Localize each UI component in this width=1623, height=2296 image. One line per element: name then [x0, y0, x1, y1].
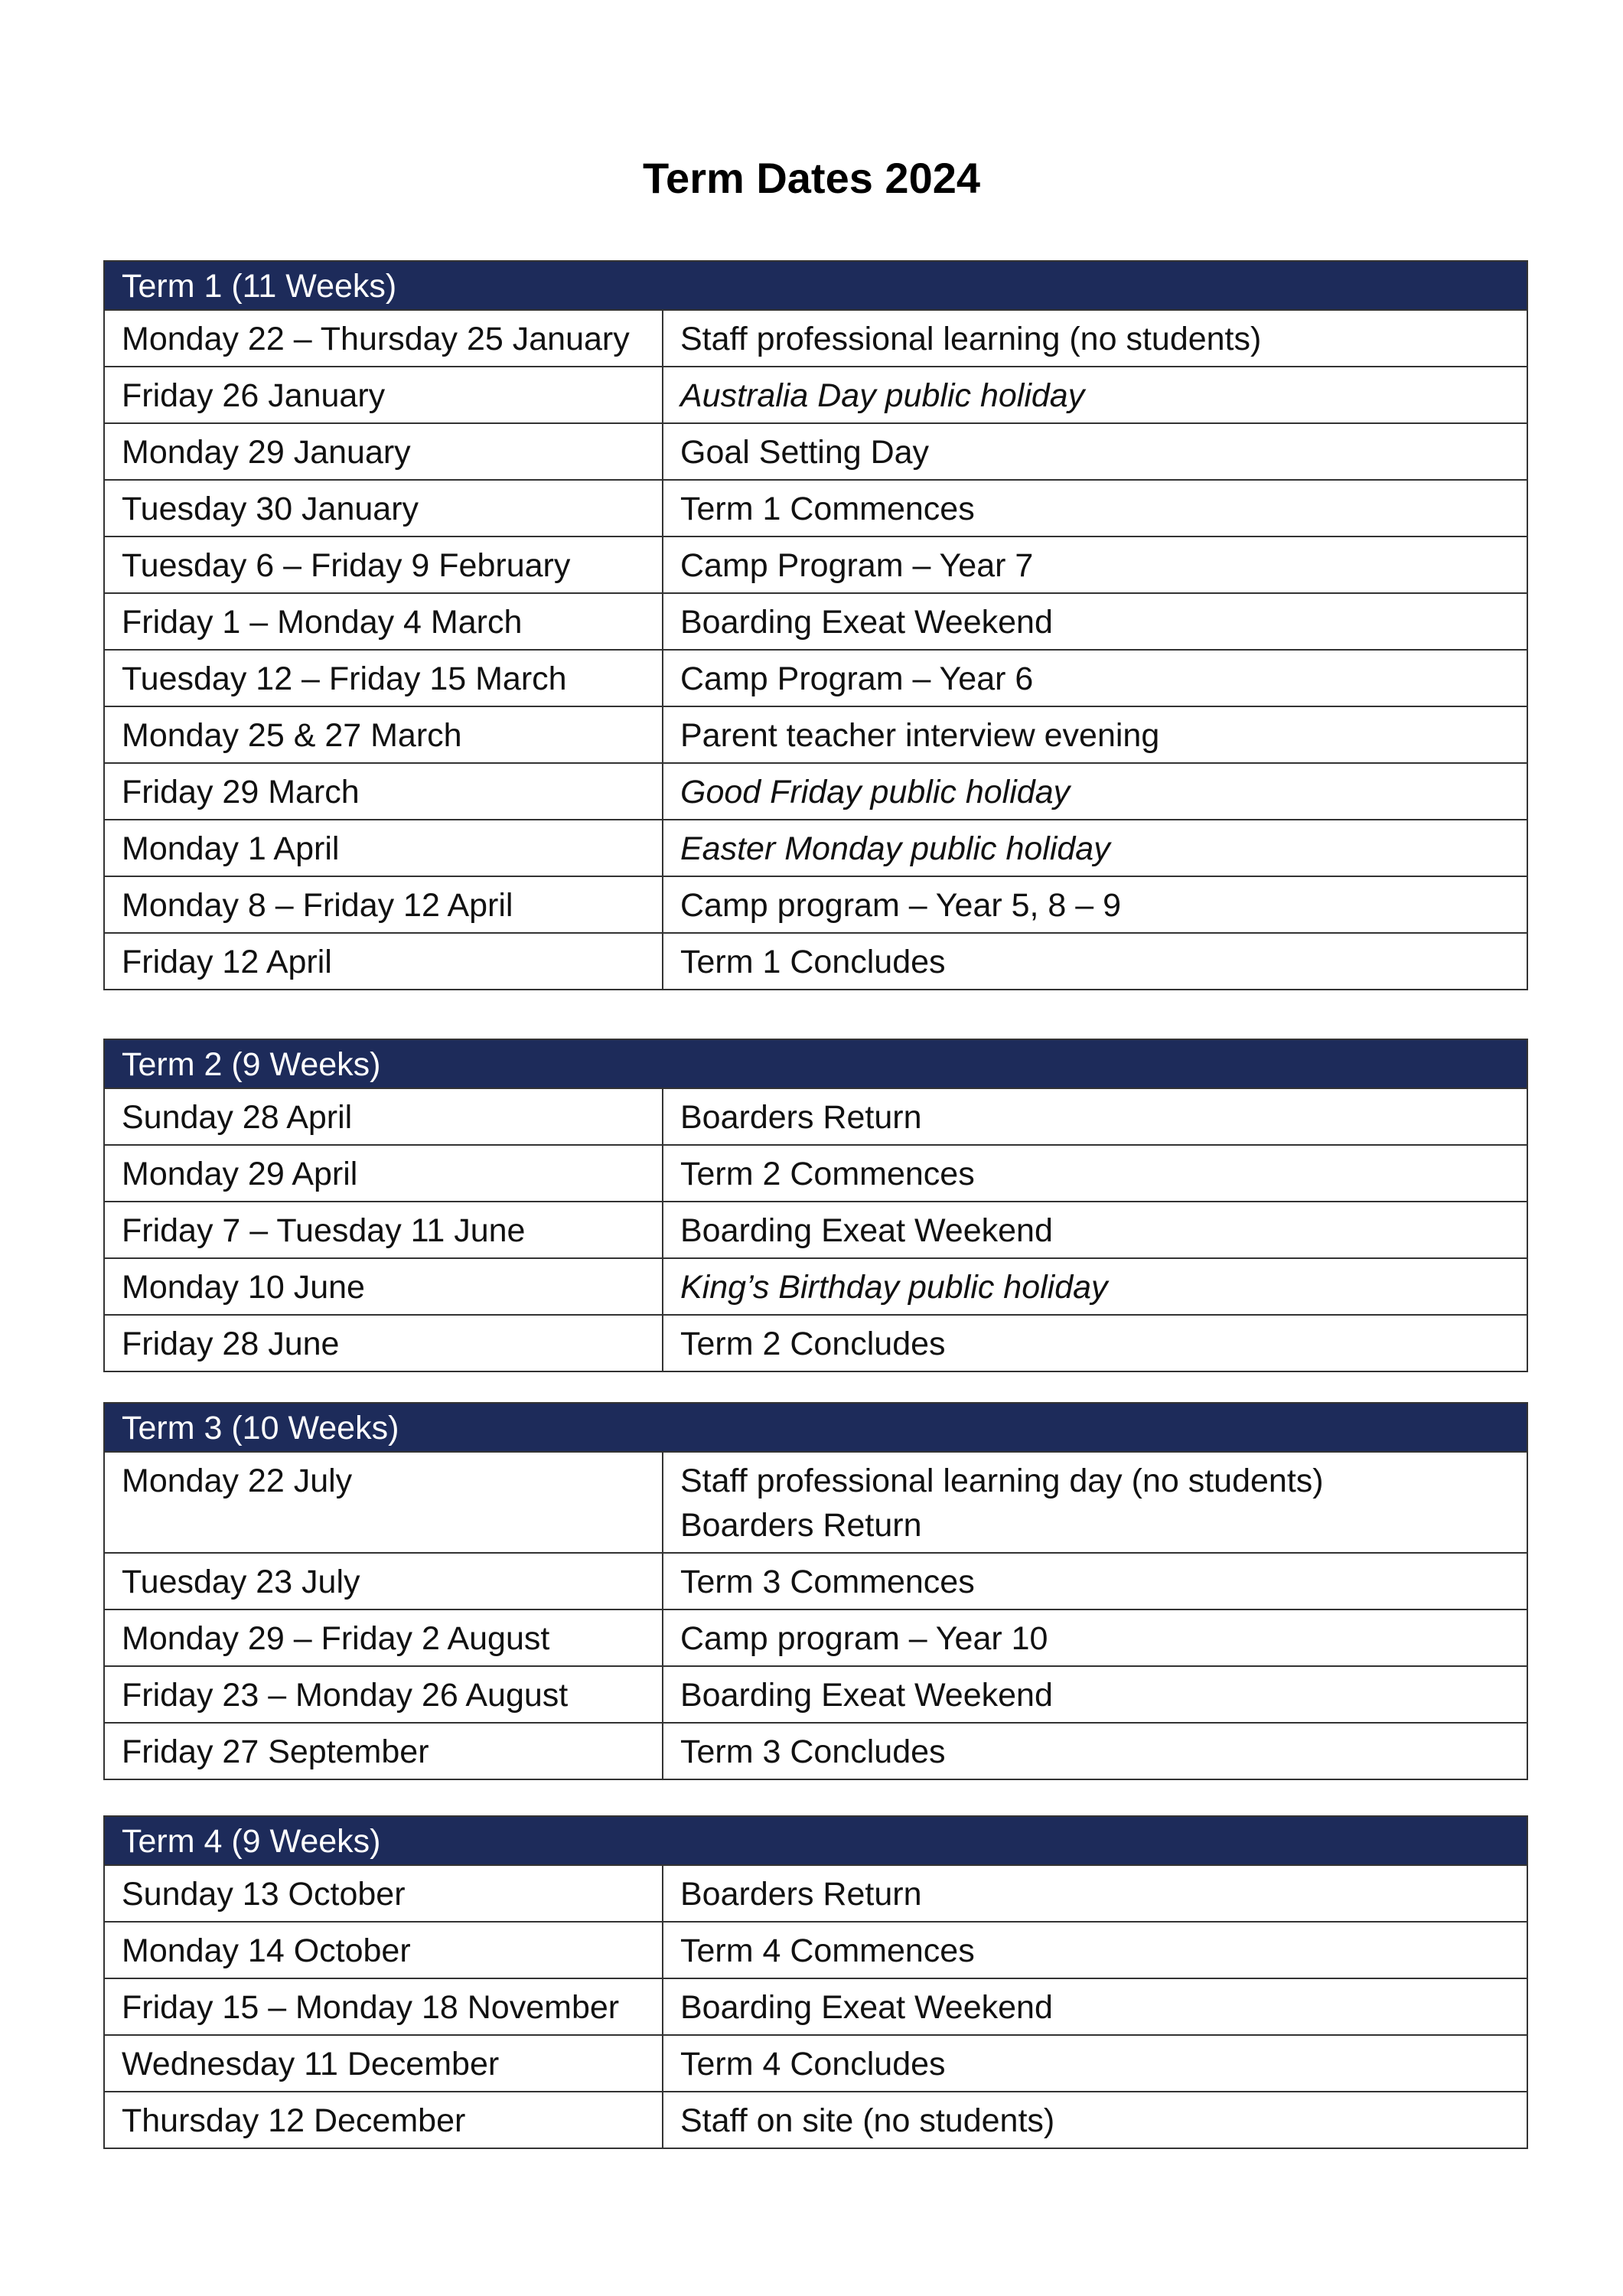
event-cell	[663, 1145, 1527, 1202]
table-row	[104, 1315, 1527, 1371]
event-text: Staff on site (no students)	[680, 2102, 1055, 2139]
date-cell: Friday 26 January	[104, 367, 663, 423]
page-title: Term Dates 2024	[643, 154, 980, 202]
term-header-row	[104, 1039, 1527, 1088]
event-text: Camp Program – Year 6	[680, 660, 1034, 697]
event-text: Term 1 Concludes	[680, 944, 946, 980]
table-row	[104, 1666, 1527, 1723]
event-text: Term 4 Concludes	[680, 2046, 946, 2082]
event-text: Term 2 Concludes	[680, 1326, 946, 1362]
event-text: Boarding Exeat Weekend	[680, 604, 1053, 641]
term-header: Term 2 (9 Weeks)	[104, 1039, 1527, 1088]
event-text: Camp program – Year 10	[680, 1620, 1048, 1657]
date-cell: Tuesday 30 January	[104, 480, 663, 536]
term-header: Term 4 (9 Weeks)	[104, 1816, 1527, 1865]
event-text: Term 3 Concludes	[680, 1733, 946, 1770]
event-text: Boarding Exeat Weekend	[680, 1677, 1053, 1714]
term-header-row	[104, 261, 1527, 310]
date-cell: Friday 15 – Monday 18 November	[104, 1978, 663, 2035]
term-header: Term 1 (11 Weeks)	[104, 261, 1527, 310]
date-cell: Sunday 13 October	[104, 1865, 663, 1922]
table-row	[104, 1922, 1527, 1978]
event-cell	[663, 1553, 1527, 1609]
event-text: Parent teacher interview evening	[680, 717, 1160, 754]
date-cell: Monday 29 – Friday 2 August	[104, 1609, 663, 1666]
table-row	[104, 367, 1527, 423]
date-cell: Friday 1 – Monday 4 March	[104, 593, 663, 650]
date-cell: Friday 23 – Monday 26 August	[104, 1666, 663, 1723]
term-3-table	[103, 1402, 1528, 1780]
date-cell: Thursday 12 December	[104, 2092, 663, 2148]
date-cell: Monday 29 April	[104, 1145, 663, 1202]
event-cell	[663, 593, 1527, 650]
event-cell	[663, 1258, 1527, 1315]
event-cell	[663, 933, 1527, 990]
event-cell	[663, 310, 1527, 367]
event-text: Easter Monday public holiday	[680, 830, 1110, 867]
term-rows	[104, 310, 1527, 990]
table-row	[104, 820, 1527, 876]
event-cell	[663, 763, 1527, 820]
table-row	[104, 876, 1527, 933]
event-text: Boarders Return	[680, 1507, 922, 1544]
event-cell	[663, 650, 1527, 706]
table-row	[104, 2092, 1527, 2148]
date-cell: Wednesday 11 December	[104, 2035, 663, 2092]
date-cell: Tuesday 23 July	[104, 1553, 663, 1609]
table-row	[104, 480, 1527, 536]
event-cell	[663, 480, 1527, 536]
table-row	[104, 1452, 1527, 1553]
table-row	[104, 536, 1527, 593]
term-header-row	[104, 1403, 1527, 1452]
table-row	[104, 2035, 1527, 2092]
event-text: Good Friday public holiday	[680, 774, 1071, 810]
date-cell: Monday 14 October	[104, 1922, 663, 1978]
table-row	[104, 1145, 1527, 1202]
term-header-row	[104, 1816, 1527, 1865]
date-cell: Friday 12 April	[104, 933, 663, 990]
date-cell: Sunday 28 April	[104, 1088, 663, 1145]
event-text: Term 3 Commences	[680, 1564, 975, 1600]
table-row	[104, 933, 1527, 990]
term-rows	[104, 1865, 1527, 2148]
date-cell: Tuesday 6 – Friday 9 February	[104, 536, 663, 593]
event-cell	[663, 367, 1527, 423]
event-text: Term 1 Commences	[680, 491, 975, 527]
term-1-table	[103, 260, 1528, 990]
event-cell	[663, 1922, 1527, 1978]
table-row	[104, 1088, 1527, 1145]
event-text: Term 2 Commences	[680, 1156, 975, 1192]
date-cell: Monday 1 April	[104, 820, 663, 876]
table-row	[104, 423, 1527, 480]
date-cell: Monday 29 January	[104, 423, 663, 480]
date-cell: Tuesday 12 – Friday 15 March	[104, 650, 663, 706]
event-cell	[663, 1202, 1527, 1258]
date-cell: Friday 28 June	[104, 1315, 663, 1371]
table-row	[104, 1202, 1527, 1258]
date-cell: Monday 22 July	[104, 1452, 663, 1553]
event-cell	[663, 2035, 1527, 2092]
table-row	[104, 1609, 1527, 1666]
table-row	[104, 1978, 1527, 2035]
term-rows	[104, 1452, 1527, 1779]
event-cell	[663, 1666, 1527, 1723]
event-text: Boarders Return	[680, 1099, 922, 1136]
event-cell	[663, 1723, 1527, 1779]
event-text: King’s Birthday public holiday	[680, 1269, 1108, 1306]
event-cell	[663, 1452, 1527, 1553]
date-cell: Monday 25 & 27 March	[104, 706, 663, 763]
event-text: Boarding Exeat Weekend	[680, 1989, 1053, 2026]
table-row	[104, 1258, 1527, 1315]
event-text: Staff professional learning (no students)	[680, 321, 1262, 357]
date-cell: Monday 22 – Thursday 25 January	[104, 310, 663, 367]
event-cell	[663, 706, 1527, 763]
term-rows	[104, 1088, 1527, 1371]
event-cell	[663, 1088, 1527, 1145]
term-4-table	[103, 1815, 1528, 2149]
table-row	[104, 593, 1527, 650]
date-cell: Friday 29 March	[104, 763, 663, 820]
event-cell	[663, 2092, 1527, 2148]
date-cell: Friday 7 – Tuesday 11 June	[104, 1202, 663, 1258]
event-text: Term 4 Commences	[680, 1932, 975, 1969]
event-text: Australia Day public holiday	[680, 377, 1085, 414]
event-cell	[663, 820, 1527, 876]
table-row	[104, 310, 1527, 367]
table-row	[104, 1723, 1527, 1779]
table-row	[104, 1865, 1527, 1922]
event-cell	[663, 876, 1527, 933]
event-cell	[663, 1865, 1527, 1922]
term-2-table	[103, 1039, 1528, 1372]
table-row	[104, 650, 1527, 706]
table-row	[104, 1553, 1527, 1609]
event-text: Goal Setting Day	[680, 434, 930, 471]
date-cell: Friday 27 September	[104, 1723, 663, 1779]
event-text: Boarding Exeat Weekend	[680, 1212, 1053, 1249]
event-text: Camp program – Year 5, 8 – 9	[680, 887, 1122, 924]
event-cell	[663, 423, 1527, 480]
date-cell: Monday 8 – Friday 12 April	[104, 876, 663, 933]
event-cell	[663, 1609, 1527, 1666]
event-cell	[663, 536, 1527, 593]
event-text: Staff professional learning day (no students)	[680, 1463, 1324, 1499]
event-text: Camp Program – Year 7	[680, 547, 1034, 584]
event-cell	[663, 1315, 1527, 1371]
date-cell: Monday 10 June	[104, 1258, 663, 1315]
table-row	[104, 763, 1527, 820]
event-text: Boarders Return	[680, 1876, 922, 1913]
term-header: Term 3 (10 Weeks)	[104, 1403, 1527, 1452]
table-row	[104, 706, 1527, 763]
event-cell	[663, 1978, 1527, 2035]
